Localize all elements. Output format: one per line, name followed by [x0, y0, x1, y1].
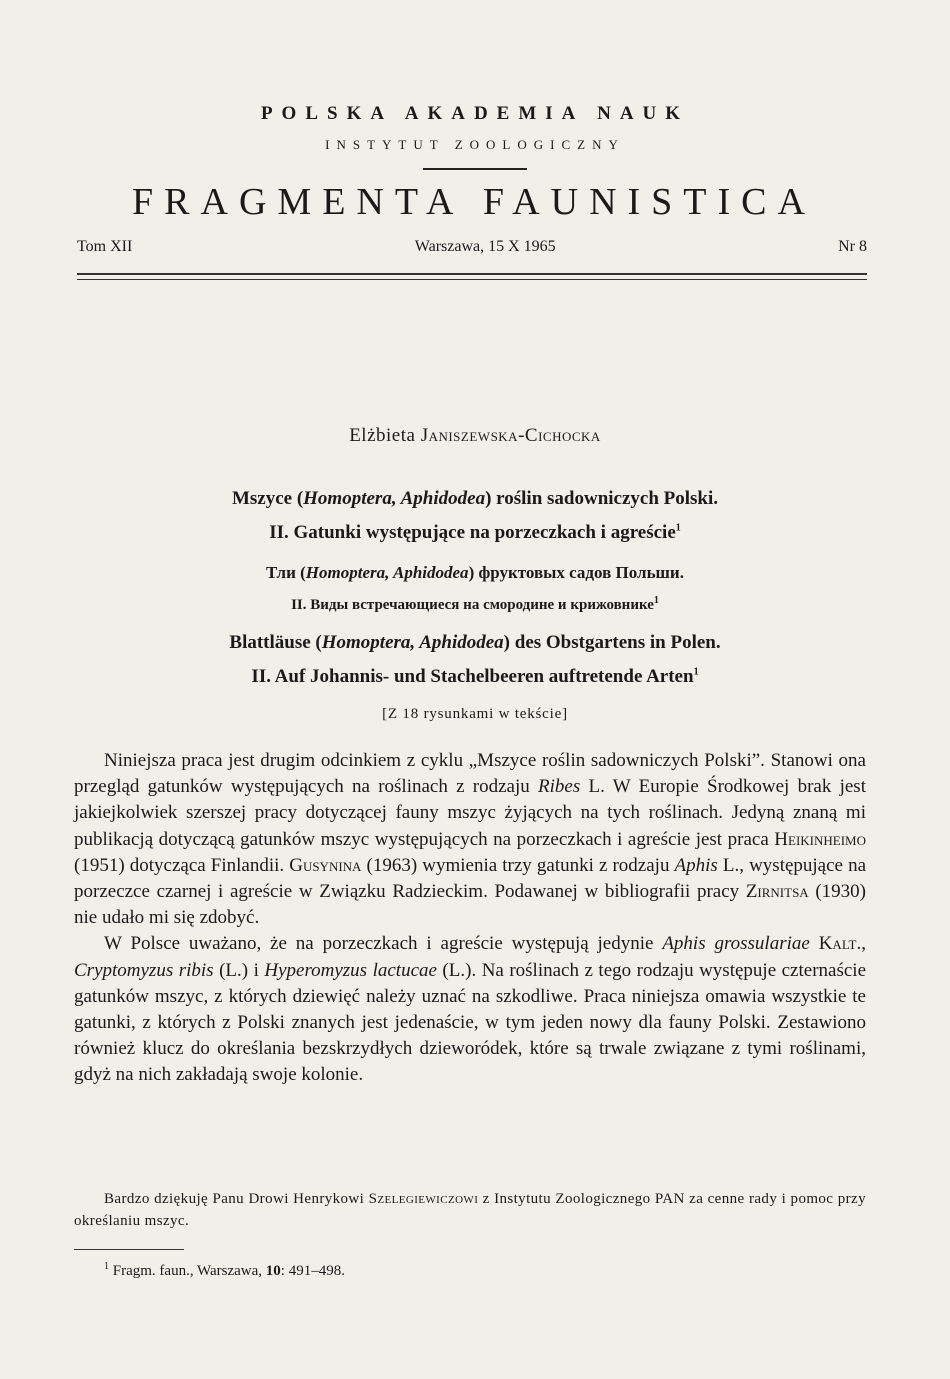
title-polish-line2: II. Gatunki występujące na porzeczkach i agreście$^1$ — [269, 522, 681, 543]
footnote-rule — [74, 1249, 184, 1250]
footnote: $^1$ Fragm. faun., Warszawa, 10: 491–498. — [104, 1261, 345, 1279]
paragraph-1: Niniejsza praca jest drugim odcinkiem z cyklu „Mszyce roślin sadowniczych Polski”. Stanowi ona przegląd gatunków występujących na roślinach z rodzaju Ribes L. W Europie Środkowej brak jest jakiejkolwiek szerszej pracy dotyczącej fauny mszyc żyjących na tych roślinach. Jedyną znaną mi publikacją dotyczącą gatunków mszyc występujących na porzeczkach i agreście jest praca Heikinheimo (1951) dotycząca Finlandii. Gusynina (1963) wymienia trzy gatunki z rodzaju Aphis L., występujące na porzeczce czarnej i agreście w Związku Radzieckim. Podawanej w bibliografii pracy Zirnitsa (1930) nie udało mi się zdobyć. — [74, 750, 867, 929]
title-german-line2: II. Auf Johannis- und Stachelbeeren auftretende Arten$^1$ — [251, 666, 699, 687]
issue-number: Nr 8 — [838, 238, 867, 255]
footnote-number: 1 — [104, 1261, 109, 1272]
figures-note: [Z 18 rysunkami w tekście] — [382, 706, 568, 722]
title-russian-line2: II. Виды встречающиеся на смородине и крижовнике$^1$ — [291, 595, 659, 613]
volume-label: Tom XII — [77, 238, 133, 255]
footnote-mark: 1 — [675, 522, 681, 534]
journal-title: FRAGMENTA FAUNISTICA — [132, 181, 816, 223]
masthead-rule — [77, 273, 867, 280]
acknowledgement: Bardzo dziękuję Panu Drowi Henrykowi Szelegiewiczowi z Instytutu Zoologicznego PAN za cenne rady i pomoc przy określaniu mszyc. — [74, 1191, 866, 1229]
title-polish-line1: Mszyce (Homoptera, Aphidodea) roślin sadowniczych Polski. — [231, 488, 719, 509]
header-divider — [423, 168, 527, 170]
academy-name: POLSKA AKADEMIA NAUK — [260, 103, 690, 124]
issue-info — [77, 238, 867, 256]
article-body — [74, 748, 866, 1089]
footnote-mark: 1 — [653, 595, 659, 606]
author-last-name: Janiszewska-Cichocka — [420, 425, 601, 446]
paragraph-2: W Polsce uważano, że na porzeczkach i agreście występują jedynie Aphis grossulariae Kalt., Cryptomyzus ribis (L.) i Hyperomyzus lactucae (L.). Na roślinach z tego rodzaju występuje czternaście gatunków mszyc, z których dziewięć należy uznać na szkodliwe. Praca niniejsza omawia wszystkie te gatunki, z których z Polski znanych jest jedenaście, w tym jeden nowy dla fauny Polski. Zestawiono również klucz do określania bezskrzydłych dzieworódek, które są trwale związane z tymi roślinami, gdyż na nich zakładają swoje kolonie. — [74, 933, 867, 1086]
place-date: Warszawa, 15 X 1965 — [414, 238, 556, 255]
author-first-name: Elżbieta — [349, 425, 416, 446]
institute-name: INSTYTUT ZOOLOGICZNY — [325, 137, 625, 152]
title-russian-line1: Тли (Homoptera, Aphidodea) фруктовых садов Польши. — [266, 563, 684, 582]
title-german-line1: Blattläuse (Homoptera, Aphidodea) des Obstgartens in Polen. — [229, 632, 721, 653]
author-name — [0, 425, 950, 447]
footnote-mark: 1 — [693, 666, 699, 678]
